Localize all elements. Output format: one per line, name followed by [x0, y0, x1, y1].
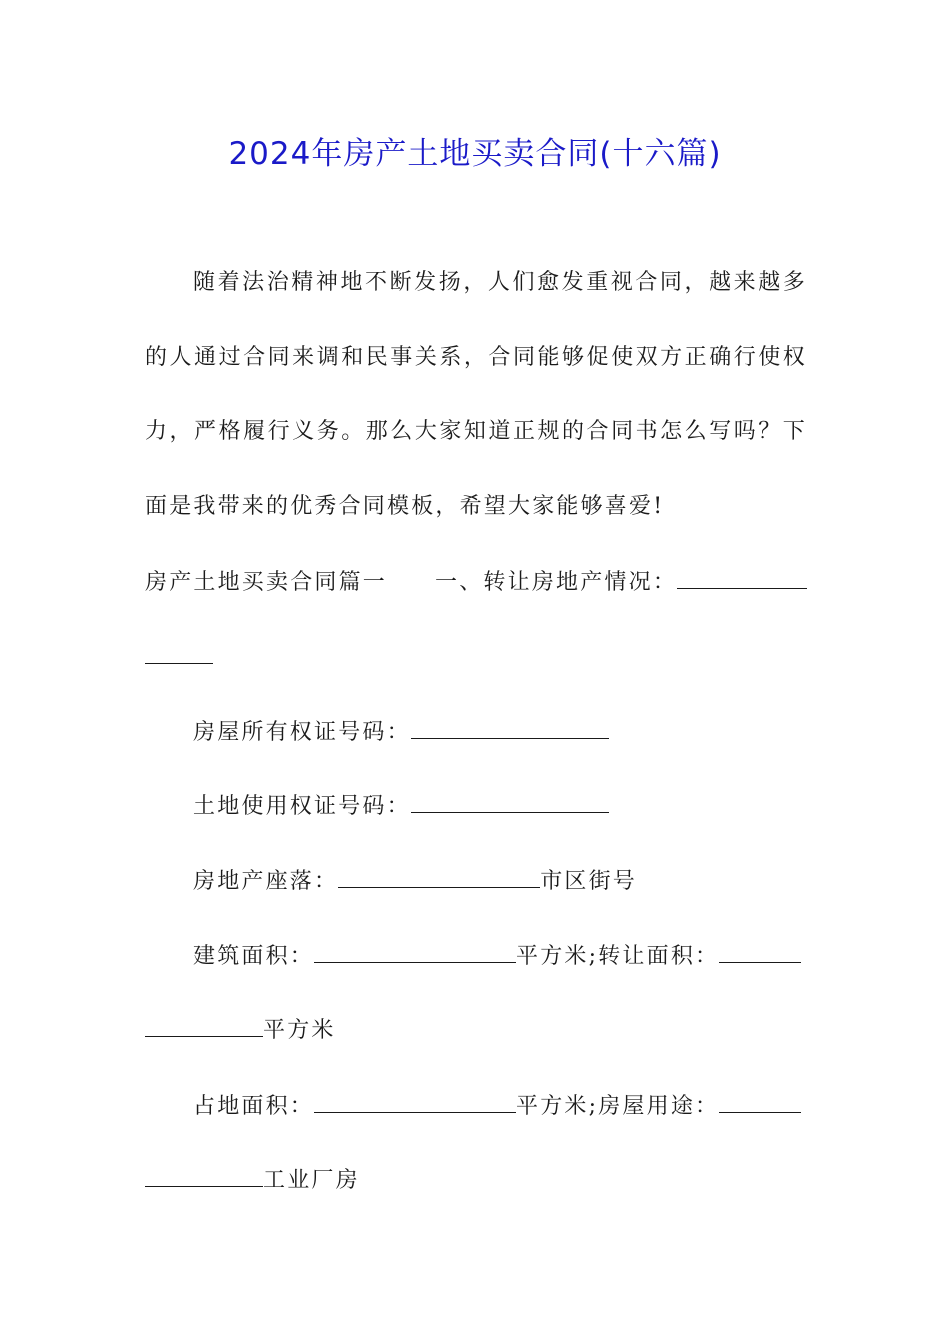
section-heading: 房产土地买卖合同篇一 — [145, 570, 388, 595]
transfer-area-blank-2 — [145, 1018, 263, 1037]
usage-value: 工业厂房 — [263, 1168, 360, 1193]
house-cert-label: 房屋所有权证号码： — [193, 720, 411, 745]
transfer-area-label: ;转让面积： — [588, 944, 720, 969]
location-line — [145, 867, 807, 897]
house-cert-blank — [411, 720, 609, 739]
land-cert-line — [145, 792, 807, 822]
land-area-blank — [314, 1094, 516, 1113]
intro-paragraph: 随着法治精神地不断发扬，人们愈发重视合同，越来越多的人通过合同来调和民事关系，合同能够促使双方正确行使权力，严格履行义务。那么大家知道正规的合同书怎么写吗？下面是我带来的优秀合同模板，希望大家能够喜爱! — [145, 270, 807, 519]
transfer-area-blank — [719, 944, 801, 963]
usage-blank-2 — [145, 1168, 263, 1187]
usage-blank — [719, 1094, 801, 1113]
location-suffix: 市区街号 — [540, 869, 638, 894]
location-blank — [338, 869, 540, 888]
house-cert-line — [145, 718, 807, 748]
building-area-unit: 平方米 — [516, 944, 589, 969]
building-area-line — [145, 942, 807, 972]
building-area-label: 建筑面积： — [193, 944, 315, 969]
land-cert-blank — [411, 794, 609, 813]
usage-continuation — [145, 1166, 807, 1196]
transfer-area-continuation — [145, 1016, 807, 1046]
document-title: 2024年房产土地买卖合同(十六篇) — [228, 136, 722, 172]
location-label: 房地产座落： — [193, 869, 339, 894]
transfer-item-label: 一、转让房地产情况： — [435, 570, 678, 595]
land-cert-label: 土地使用权证号码： — [193, 794, 411, 819]
section-heading-line — [145, 568, 807, 598]
transfer-blank-2 — [145, 645, 213, 664]
building-area-blank — [314, 944, 516, 963]
transfer-area-unit: 平方米 — [263, 1018, 336, 1043]
land-area-line — [145, 1092, 807, 1122]
transfer-blank-continuation — [145, 643, 807, 673]
land-area-label: 占地面积： — [193, 1094, 315, 1119]
transfer-blank — [677, 570, 807, 589]
land-area-unit: 平方米 — [516, 1094, 589, 1119]
usage-label: ;房屋用途： — [588, 1094, 720, 1119]
